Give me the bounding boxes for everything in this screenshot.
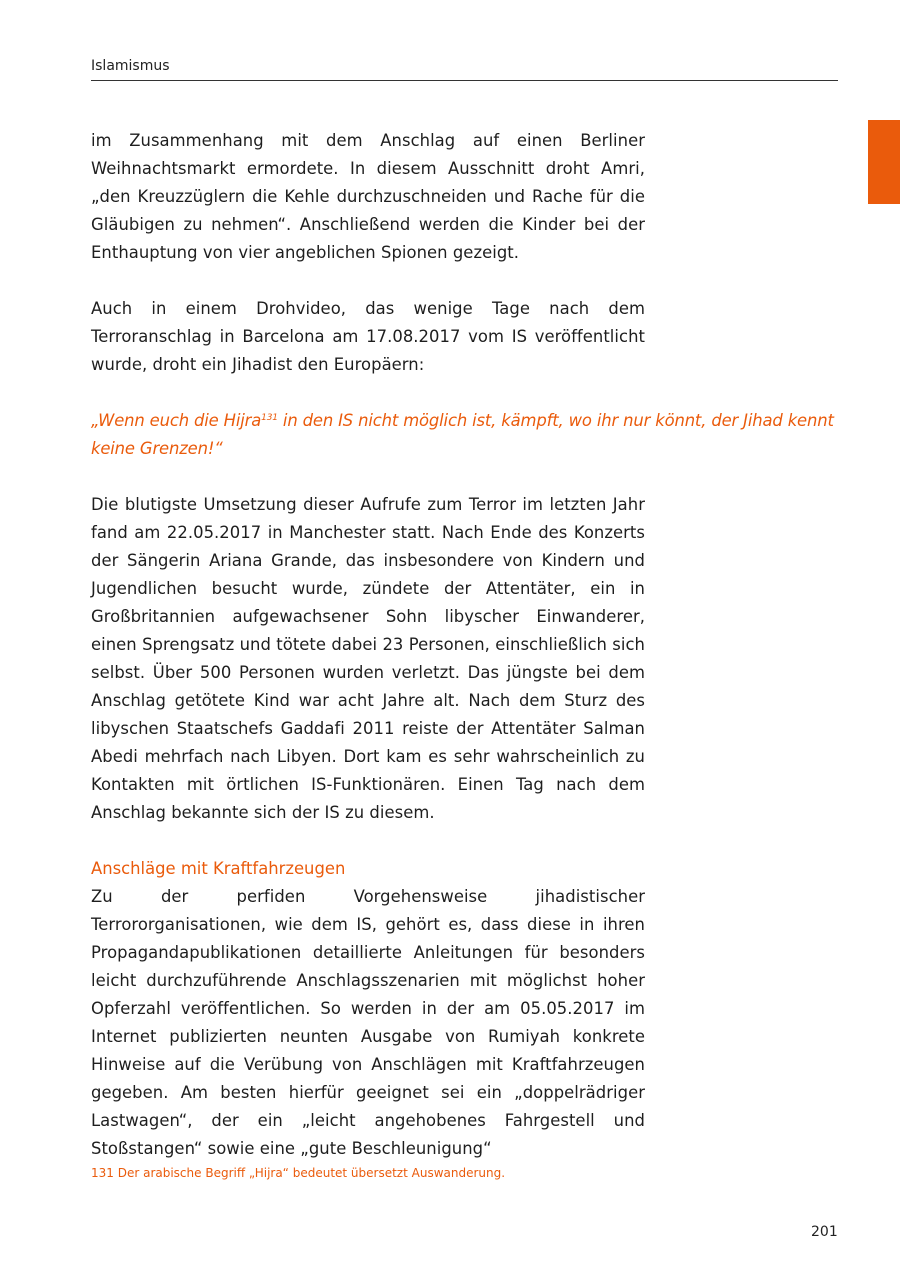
quote-text-start: „Wenn euch die Hijra [91,411,262,430]
running-header: Islamismus [91,58,170,74]
footnote: 131 Der arabische Begriff „Hijra“ bedeutet übersetzt Auswanderung. [91,1166,506,1180]
page-number: 201 [811,1224,838,1240]
paragraph-4: Zu der perfiden Vorgehensweise jihadistischer Terrororganisationen, wie dem IS, gehört es, dass diese in ihren Propagandapublikationen detaillierte Anleitungen für besonders leicht durchzuführende Anschlagsszenarien mit möglichst hoher Opferzahl veröffentlichen. So werden in der am 05.05.2017 im Internet publizierten neunten Ausgabe von Rumiyah konkrete Hinweise auf die Verübung von Anschlägen mit Kraftfahrzeugen gegeben. Am besten hierfür geeignet sei ein „doppelrädriger Lastwagen“, der ein „leicht angehobenes Fahrgestell und Stoßstangen“ sowie eine „gute Beschleunigung“ [91,887,645,1158]
footnote-reference: 131 [261,413,278,423]
chapter-tab-marker [868,120,900,204]
header-divider [91,80,838,81]
paragraph-3: Die blutigste Umsetzung dieser Aufrufe zum Terror im letzten Jahr fand am 22.05.2017 in Manchester statt. Nach Ende des Konzerts der Sängerin Ariana Grande, das insbesondere von Kindern und Jugendlichen besucht wurde, zündete der Attentäter, ein in Großbritannien aufgewachsener Sohn libyscher Einwanderer, einen Sprengsatz und tötete dabei 23 Personen, einschließlich sich selbst. Über 500 Personen wurden verletzt. Das jüngste bei dem Anschlag getötete Kind war acht Jahre alt. Nach dem Sturz des libyschen Staatschefs Gaddafi 2011 reiste der Attentäter Salman Abedi mehrfach nach Libyen. Dort kam es sehr wahrscheinlich zu Kontakten mit örtlichen IS-Funktionären. Einen Tag nach dem Anschlag bekannte sich der IS zu diesem. [91,495,645,822]
paragraph-2: Auch in einem Drohvideo, das wenige Tage nach dem Terroranschlag in Barcelona am 17.08.2017 vom IS veröffentlicht wurde, droht ein Jihadist den Europäern: [91,299,645,374]
quote-text-end: in den IS nicht möglich ist, kämpft, wo ihr nur könnt, der Jihad kennt keine Grenzen!“ [91,411,834,458]
highlighted-quote [91,407,841,463]
main-text [91,127,834,1191]
section-heading: Anschläge mit Kraftfahrzeugen [91,859,346,878]
paragraph-1: im Zusammenhang mit dem Anschlag auf einen Berliner Weihnachtsmarkt ermordete. In diesem Ausschnitt droht Amri, „den Kreuzzüglern die Kehle durchzuschneiden und Rache für die Gläubigen zu nehmen“. Anschließend werden die Kinder bei der Enthauptung von vier angeblichen Spionen gezeigt. [91,131,645,262]
